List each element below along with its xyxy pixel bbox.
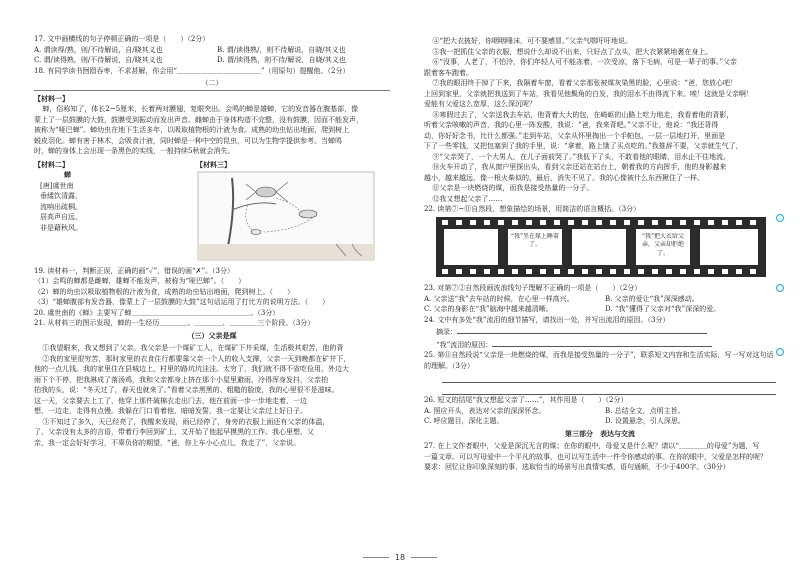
q17-option-b[interactable]: B. 谓/读得熟/，则不待解说，自晓/其义也 (217, 45, 346, 54)
ground-layer (198, 244, 374, 260)
q23-option-a[interactable]: A. 父亲送“我”去车站的时候，在心里一样高兴。 (424, 294, 574, 303)
question-19-item-1: （1）会鸣的蝉都是雌蝉，雄蝉不能发声，被称为“哑巴蝉”。（ ） (34, 277, 246, 285)
poem-block (34, 158, 184, 266)
film-perforations-bottom (442, 269, 756, 274)
binding-dot-icon (776, 348, 784, 356)
q23-option-d[interactable]: D. “我”懂得了父亲对“我”深深的爱。 (605, 305, 721, 313)
page-number-dash-left (363, 557, 389, 558)
question-25: 25. 第⑪自然段说“父亲是一块燃烧的煤，而我是接受热量的一分子”，联系短文内容和生活实际，写一写对这句话的理解。（3分） (424, 351, 774, 370)
poem-line: 垂緌饮清露， (40, 192, 82, 200)
page-number-dash-right (411, 557, 437, 558)
q17-option-a[interactable]: A. 谓读得/熟，则/不待解说，自/晓其义也 (34, 45, 163, 54)
question-27-line: 一篇文章。可以写母爱中一个平凡的故事，也可以写生活中一件令你感动的事。在你的眼中，父爱是怎样的呢？ (424, 452, 767, 461)
material-1-line: 蒙上了一层鼓膜的大鼓，鼓膜受到振动而发出声音。雌蝉由于身体构造不完整，没有鼓膜，因而不能发声， (34, 115, 363, 124)
question-26-options (424, 406, 776, 427)
story-line: ⑧寒假过去了，父亲送我去车站，他背着大大的包，在崎岖的山路上吃力地走，我看着他的背影， (432, 110, 734, 119)
film-strip-diagram (436, 217, 766, 277)
reason-label: “我”流泪的原因： (436, 340, 493, 349)
story-line: 跟着客车跑着。 (424, 68, 473, 77)
q26-option-a[interactable]: A. 照应开头，表达对父亲的深深怀念。 (424, 406, 546, 415)
story-line: 下了一些零钱，又把包塞到了我的手里，说：“拿着，路上饿了买点吃的。”我推辞不要，父亲就生气了， (424, 142, 743, 150)
right-column (400, 0, 800, 572)
material-3-label: 【材料三】 (196, 159, 231, 169)
story-line: 亲，我一定会好好学习，不辜负你的期望，“爸，你上车小心点儿，我走了”，父亲说。 (34, 438, 301, 447)
materials-2-3-row (34, 158, 390, 266)
question-18: 18. 有同学读书囫囵吞枣，不求甚解，你会用“＿＿＿＿＿＿＿＿＿＿＿＿”（用原句）提醒他。（2分） (34, 66, 350, 75)
section-3-title: （三）父亲是煤 (187, 330, 237, 340)
poem-author: [唐]虞世南 (40, 181, 74, 190)
question-24-stem: 24. 文中有多处“我”流泪的细节描写，请找出一处，并写出流泪的原因。（3分） (424, 315, 670, 324)
question-19-item-2: （2）蝉的幼虫以吸取植物根的汁液为食，成熟的幼虫钻出地面，爬到树上。（ ） (34, 287, 294, 296)
story-line: 这一天，父亲要去上工了，他穿上那件破棉衣走出门去，他在前面一步一步地走着，一边 (34, 396, 307, 405)
poem-line: 非是藉秋风。 (40, 223, 82, 232)
page-number-value: 18 (394, 553, 406, 562)
question-19-item-3: （3）“雄蝉腹部有发音器，像蒙上了一层鼓膜的大鼓”这句话运用了打比方的说明方法。（ ） (34, 298, 330, 306)
q23-option-c[interactable]: C. 父亲的身影在“我”脑海中越来越清晰。 (424, 305, 553, 313)
question-26-stem: 26. 短文的结尾“我又想起父亲了……”，其作用是（ ）（2分） (424, 396, 628, 404)
binding-dot-icon (776, 284, 784, 292)
story-line: ⑥“没事，人老了，不怕冷，你们年轻人可不能冻着，一次受凉，落下毛病，可是一辈子的事。”父亲 (432, 58, 738, 66)
poem-title: 蝉 (64, 171, 71, 179)
story-line: ②我的家里很穷苦，那时家里的衣食住行都要靠父亲一个人的收入支撑，父亲一天到晚都在矿井下， (42, 354, 351, 363)
film-frame-2-text (510, 233, 560, 263)
question-20: 20. 虞世南的《蝉》主要写了蝉＿＿＿＿＿＿＿＿＿＿＿＿＿＿＿＿＿。（3分） (34, 308, 280, 317)
page-number (0, 552, 800, 564)
question-17-options (34, 45, 390, 66)
story-line: 他的一点儿钱。我的家里住在县城边上，村里的路坑坑洼洼。太穷了，我们就不得不省吃俭用。外边大 (34, 365, 349, 373)
q26-option-d[interactable]: D. 设置悬念，引人深思。 (605, 417, 685, 425)
material-1-line: 时，蝉的身体上会出现一条黑色的实线，一般持续5秋就会消失。 (34, 147, 235, 155)
excerpt-label: 摘录： (436, 328, 457, 336)
q25-answer-line[interactable] (442, 371, 776, 383)
story-line: 雨下个不停，把我淋成了落汤鸡，我和父亲都身上挤在那个小屋里避雨，冷得浑身发抖，父亲拍 (34, 375, 328, 384)
story-line: ⑨“父亲哭了，一个大男人，在儿子面前哭了。”我低下了头，不敢看他的眼睛，泪水止不住地流。 (432, 152, 731, 161)
story-line: ①我望眼来，我又想到了父亲。我父亲是一个煤矿工人，在煤矿下井采煤，生活极其艰苦，他的背 (42, 344, 344, 352)
story-line: 想，一边走，走得有点慢。我躲在门口看着他，暗暗发誓，我一定要让父亲过上好日子。 (34, 407, 307, 415)
part-3-title: 第三部分 表达与交流 (565, 428, 635, 438)
story-line: 拍我的头，说：“冬天过了，春天也就来了。”看着父亲黑黑的、粗糙的脸庞，我的心里很不是滋味。 (34, 386, 339, 394)
poem-line: 居高声自远， (40, 213, 82, 221)
question-27-line: 要求：回忆让你印象深刻的事，选取恰当的场景写出真情实感，语句通顺，不少于400字。（30分） (424, 463, 730, 471)
film-frame-3 (572, 229, 626, 265)
question-21: 21. 从材料三的图示发现，蝉的一生经历＿＿＿＿、＿＿＿＿、＿＿＿＿三个阶段。（3分） (34, 319, 315, 327)
film-perforations-top (442, 220, 756, 225)
story-line: ③不知过了多久，天已经亮了，我醒来发现，雨已经停了，身旁的衣服上面还有父亲的体温， (42, 417, 330, 426)
film-frame-5 (700, 229, 758, 265)
q17-option-d[interactable]: D. 谓/读得熟，则不待/解说，自晓/其义也 (217, 56, 346, 64)
story-line: ⑩火车开动了，我从窗户里探出头，看到父亲还站在站台上，朝着我的方向挥手，他的身影越来 (432, 163, 727, 171)
q17-option-c[interactable]: C. 谓/读得熟，则/不待解说，自/晓其义也 (34, 56, 163, 64)
section-2-title: （二） (34, 78, 390, 91)
q23-option-b[interactable]: B. 父亲的爱让“我”深深感动。 (605, 294, 699, 303)
question-24-excerpt (424, 325, 776, 338)
question-22: 22. 读第⑦~⑪自然段，想象描绘的场景，用简洁的语言概括。（3分） (424, 205, 641, 213)
story-line: ④“把大衣披好，你咽咽唾沫，可不要感冒。”父亲气喘吁吁地说。 (432, 37, 633, 45)
material-3-block (196, 158, 376, 266)
question-19-stem: 19. 读材料一，判断正误，正确的画“✓”，错误的画“✗”。（3分） (34, 266, 235, 275)
cicada-lifecycle-diagram (196, 170, 376, 262)
film-frame-4-label: “我”把大衣给父亲，父亲却拒绝了。 (641, 232, 685, 257)
nymph-icon (299, 210, 317, 218)
story-line: ⑪父亲是一块燃烧的煤，而我是接受热量的一分子。 (432, 184, 594, 192)
story-line: 了，父亲没有太多的言语，带着行李回到矿上，又开始了他起早摸黑的工作。我心里想，父 (34, 428, 314, 436)
adult-cicada-icon (256, 187, 276, 197)
material-2-label: 【材料二】 (34, 159, 69, 169)
reason-answer-line[interactable] (492, 338, 712, 347)
story-line: 动，你好好念书，比什么都强。”走到车站，父亲从怀里掏出一个手帕包，一层一层地打开，里面是 (424, 131, 726, 140)
question-17-stem: 17. 文中画横线的句子停顿正确的一项是（ ）（2分） (34, 35, 210, 43)
material-1-line: 蝉，俗称知了，体长2~5厘米，长着两对膜翅，复眼突出。会鸣的蝉是雄蝉，它的发音器在腹基部，像 (42, 105, 359, 113)
question-23-options (424, 294, 776, 315)
story-line: ⑤我一把抓住父亲的衣服，想说什么却说不出来，只好点了点头，把大衣紧紧地裹在身上。 (432, 47, 713, 56)
story-line: ⑫我又想起父亲了…… (432, 194, 503, 203)
film-frame-4-text (638, 233, 688, 263)
film-frame-2-label: “我”坐在煤上睡着了。 (510, 232, 560, 248)
q26-option-c[interactable]: C. 呼应题目，深化主题。 (424, 417, 504, 425)
story-line: 越小，越来越远，像一根火柴似的，最后，消失不见了。我的心像被什么东西揪住了一样。 (424, 173, 704, 182)
film-frame-1 (444, 229, 498, 265)
question-24-reason (424, 338, 776, 351)
poem-line: 流响出疏桐。 (40, 202, 82, 211)
q25-answer-line[interactable] (442, 383, 776, 395)
material-1-line: 被称为“哑巴蝉”。蝉幼虫在地下生活多年，以吸取植物根的汁液为食。成熟的幼虫钻出地面，爬到树上 (34, 126, 350, 134)
egg-icon (251, 230, 261, 235)
material-1-line: 蜕皮羽化。蝉有害于林木，会吸食汁液，同时蝉是一种中空的昆虫，可以为生物学提供参考。当蝉鸣 (34, 136, 342, 145)
q26-option-b[interactable]: B. 总结全文，点明主旨。 (605, 406, 685, 415)
story-line: 上回到家里，父亲就把我送到了车站，我看见他鬓角的白发，我的泪水不由得流下来。唉！这就是父亲啊！ (424, 89, 753, 98)
excerpt-answer-line[interactable] (457, 325, 707, 334)
story-line: ⑦我的眼泪终于掉了下来，我隔着车窗，看着父亲那张被煤灰染黑的脸，心里说：“爸，您放心吧！ (432, 79, 737, 87)
story-line: 听着父亲咳嗽的声音，我的心里一阵发酸，我说：“爸，我来背吧。”父亲不让，他说：“我还背得 (424, 121, 719, 129)
material-1-label: 【材料一】 (34, 93, 69, 103)
question-23-stem: 23. 对第⑦②自然段画波浪线句子理解不正确的一项是（ ）（2分） (424, 284, 642, 292)
question-27-line: 27. 在上文作者眼中，父爱是深沉无言的煤；在你的眼中，母爱又是什么呢？请以“＿＿＿＿的母爱”为题，写 (424, 442, 760, 450)
story-line: 爱能有父爱这么宽厚，这么深沉呢？ (424, 100, 536, 108)
binding-dot-icon (776, 214, 784, 222)
